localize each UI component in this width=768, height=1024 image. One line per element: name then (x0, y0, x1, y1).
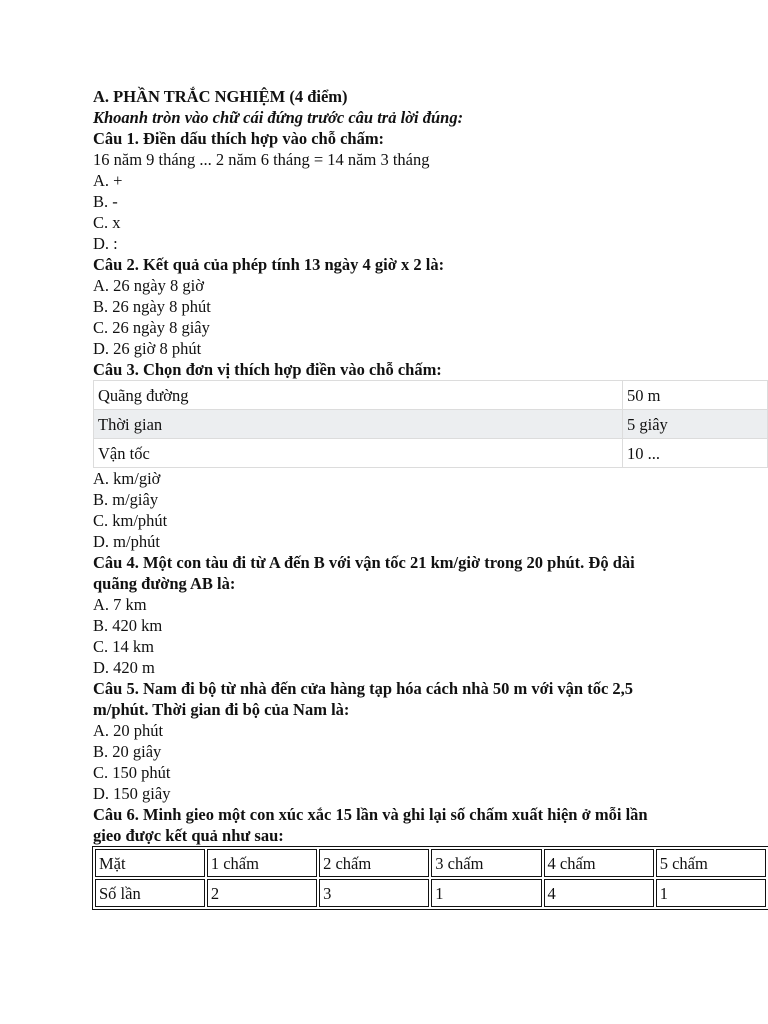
q1-option-c: C. x (93, 213, 121, 232)
q2-option-b: B. 26 ngày 8 phút (93, 297, 211, 316)
question-3: Câu 3. Chọn đơn vị thích hợp điền vào chỗ chấm: (93, 360, 442, 379)
q3-option-a: A. km/giờ (93, 469, 161, 488)
table-cell: Vận tốc (94, 439, 623, 468)
question-4: Câu 4. Một con tàu đi từ A đến B với vận tốc 21 km/giờ trong 20 phút. Độ dài quãng đường AB là: (93, 553, 635, 593)
table-cell: 3 chấm (431, 849, 541, 877)
table-cell: 5 chấm (656, 849, 766, 877)
q6-table (92, 846, 768, 910)
table-row (95, 849, 766, 877)
q1-option-d: D. : (93, 234, 118, 253)
table-row (94, 439, 768, 468)
q2-option-a: A. 26 ngày 8 giờ (93, 276, 204, 295)
q5-option-c: C. 150 phút (93, 763, 171, 782)
table-cell: 2 (207, 879, 317, 907)
section-title: A. PHẦN TRẮC NGHIỆM (4 điểm) (93, 87, 348, 106)
q4-option-d: D. 420 m (93, 658, 155, 677)
table-cell: 1 chấm (207, 849, 317, 877)
q5-option-b: B. 20 giây (93, 742, 162, 761)
q2-option-d: D. 26 giờ 8 phút (93, 339, 202, 358)
question-6: Câu 6. Minh gieo một con xúc xắc 15 lần và ghi lại số chấm xuất hiện ở mỗi lần gieo được kết quả như sau: (93, 805, 648, 845)
table-cell: 3 (319, 879, 429, 907)
table-cell: Mặt (95, 849, 205, 877)
section-instruction: Khoanh tròn vào chữ cái đứng trước câu trả lời đúng: (93, 108, 464, 127)
q4-option-c: C. 14 km (93, 637, 154, 656)
table-cell: 2 chấm (319, 849, 429, 877)
q4-option-a: A. 7 km (93, 595, 147, 614)
table-cell: Quãng đường (94, 381, 623, 410)
table-cell: Thời gian (94, 410, 623, 439)
q3-option-b: B. m/giây (93, 490, 159, 509)
table-cell: 1 (656, 879, 766, 907)
table-cell: Số lần (95, 879, 205, 907)
q1-option-a: A. + (93, 171, 123, 190)
question-1-stem: 16 năm 9 tháng ... 2 năm 6 tháng = 14 năm 3 tháng (93, 150, 430, 169)
question-2: Câu 2. Kết quả của phép tính 13 ngày 4 giờ x 2 là: (93, 255, 445, 274)
table-row (95, 879, 766, 907)
q4-option-b: B. 420 km (93, 616, 163, 635)
table-row (94, 410, 768, 439)
table-cell: 50 m (623, 381, 768, 410)
worksheet (93, 86, 768, 910)
table-cell: 4 (544, 879, 654, 907)
q3-table (93, 380, 768, 468)
table-row (94, 381, 768, 410)
q1-option-b: B. - (93, 192, 118, 211)
q5-option-d: D. 150 giây (93, 784, 171, 803)
question-1: Câu 1. Điền dấu thích hợp vào chỗ chấm: (93, 129, 385, 148)
table-cell: 10 ... (623, 439, 768, 468)
table-cell: 4 chấm (544, 849, 654, 877)
table-cell: 1 (431, 879, 541, 907)
q2-option-c: C. 26 ngày 8 giây (93, 318, 210, 337)
q5-option-a: A. 20 phút (93, 721, 164, 740)
table-cell: 5 giây (623, 410, 768, 439)
q3-option-d: D. m/phút (93, 532, 160, 551)
question-5: Câu 5. Nam đi bộ từ nhà đến cửa hàng tạp hóa cách nhà 50 m với vận tốc 2,5 m/phút. Thời gian đi bộ của Nam là: (93, 679, 634, 719)
q3-option-c: C. km/phút (93, 511, 168, 530)
